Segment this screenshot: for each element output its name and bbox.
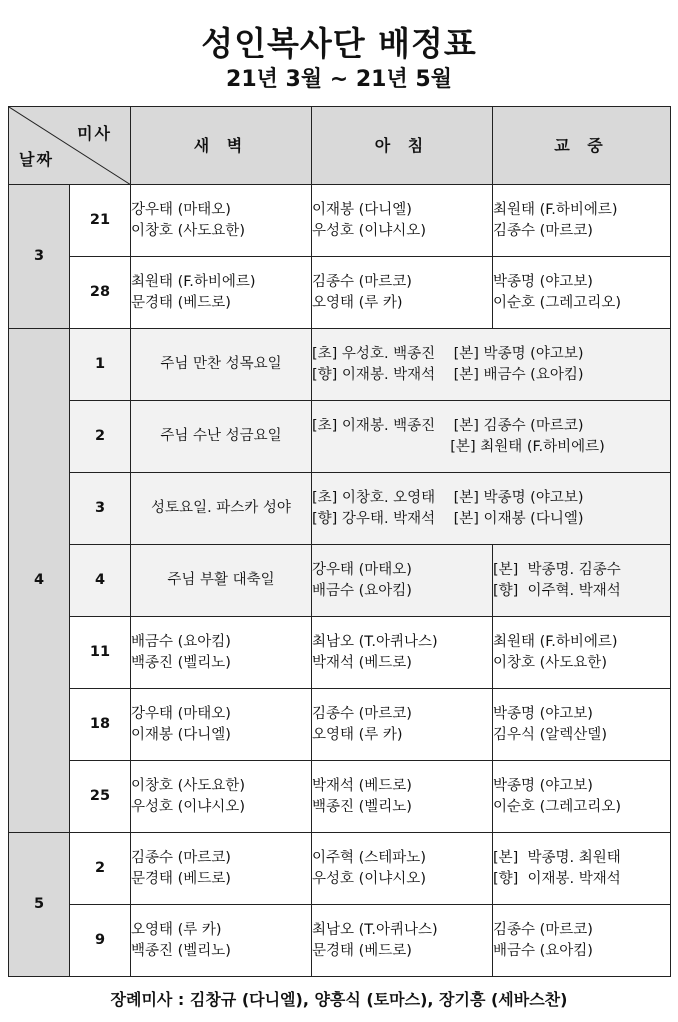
corner-header <box>9 107 131 185</box>
dawn-cell <box>131 833 312 905</box>
col-header-morning: 아 침 <box>312 107 493 185</box>
assignment-line: 백종진 (벨리노) <box>131 654 231 671</box>
feast-name-cell <box>131 473 312 545</box>
day-cell: 2 <box>70 833 131 905</box>
assignment-line: 주님 수난 성금요일 <box>160 428 282 444</box>
dawn-cell <box>131 185 312 257</box>
table-row <box>9 761 671 833</box>
main-mass-cell <box>493 545 671 617</box>
assignment-line: 이순호 (그레고리오) <box>493 294 621 311</box>
assignment-line: 오영태 (루 카) <box>312 726 403 743</box>
month-cell: 4 <box>9 329 70 833</box>
month-cell: 5 <box>9 833 70 977</box>
table-row <box>9 545 671 617</box>
assignment-line: 이창호 (사도요한) <box>131 222 245 239</box>
assignment-line: 우성호 (이냐시오) <box>312 222 426 239</box>
table-row <box>9 905 671 977</box>
morning-cell <box>312 185 493 257</box>
dawn-cell <box>131 689 312 761</box>
assignment-line: 백종진 (벨리노) <box>131 942 231 959</box>
main-mass-cell <box>493 905 671 977</box>
morning-cell <box>312 761 493 833</box>
table-row <box>9 401 671 473</box>
assignment-line: 이주혁 (스테파노) <box>312 849 426 866</box>
feast-name-cell <box>131 401 312 473</box>
day-cell: 25 <box>70 761 131 833</box>
assignment-line: 문경태 (베드로) <box>131 870 231 887</box>
assignment-line: 문경태 (베드로) <box>312 942 412 959</box>
assignment-line: 박종명 (야고보) <box>493 777 593 794</box>
assignment-line: 문경태 (베드로) <box>131 294 231 311</box>
date-label: 날짜 <box>19 150 54 169</box>
table-row <box>9 617 671 689</box>
main-mass-cell <box>493 833 671 905</box>
feast-name-cell <box>131 545 312 617</box>
main-mass-cell <box>493 185 671 257</box>
assignment-line: 최원태 (F.하비에르) <box>493 633 618 650</box>
table-row <box>9 689 671 761</box>
schedule-body <box>9 185 671 977</box>
assignment-line: [향] 이주혁. 박재석 <box>493 582 621 599</box>
day-cell: 28 <box>70 257 131 329</box>
header-row <box>9 107 671 185</box>
morning-cell <box>312 257 493 329</box>
assignment-line: 김종수 (마르코) <box>312 273 412 290</box>
day-cell: 2 <box>70 401 131 473</box>
day-cell: 18 <box>70 689 131 761</box>
morning-cell <box>312 689 493 761</box>
table-row <box>9 329 671 401</box>
dawn-cell <box>131 905 312 977</box>
table-row <box>9 257 671 329</box>
assignment-line: 주님 만찬 성목요일 <box>160 356 282 372</box>
assignment-line: [초] 이재봉. 백종진 [본] 김종수 (마르코) <box>312 417 584 434</box>
assignment-line: 이창호 (사도요한) <box>131 777 245 794</box>
assignment-line: [초] 우성호. 백종진 [본] 박종명 (야고보) <box>312 345 584 362</box>
main-mass-cell <box>493 689 671 761</box>
assignment-line: 배금수 (요아킴) <box>131 633 231 650</box>
assignment-line: [향] 이재봉. 박재석 [본] 배금수 (요아킴) <box>312 366 584 383</box>
assignment-line: [향] 강우태. 박재석 [본] 이재봉 (다니엘) <box>312 510 584 527</box>
assignment-line: 최원태 (F.하비에르) <box>131 273 256 290</box>
page-title: 성인복사단 배정표 <box>201 24 477 63</box>
main-mass-cell <box>493 761 671 833</box>
assignment-line: 박재석 (베드로) <box>312 654 412 671</box>
assignment-line: [본] 최원태 (F.하비에르) <box>312 438 605 455</box>
col-header-main: 교 중 <box>493 107 671 185</box>
day-cell: 21 <box>70 185 131 257</box>
day-cell: 9 <box>70 905 131 977</box>
day-cell: 4 <box>70 545 131 617</box>
schedule-table <box>8 106 671 977</box>
assignment-line: 이재봉 (다니엘) <box>312 201 412 218</box>
funeral-mass-note: 장례미사 : 김창규 (다니엘), 양흥식 (토마스), 장기흥 (세바스찬) <box>110 990 568 1009</box>
main-mass-cell <box>493 257 671 329</box>
assignment-line: 김종수 (마르코) <box>131 849 231 866</box>
assignment-line: [본] 박종명. 김종수 <box>493 561 621 578</box>
assignment-line: 김종수 (마르코) <box>312 705 412 722</box>
assignment-line: 오영태 (루 카) <box>131 921 222 938</box>
assignment-line: [초] 이창호. 오영태 [본] 박종명 (야고보) <box>312 489 584 506</box>
assignment-line: 이창호 (사도요한) <box>493 654 607 671</box>
assignment-line: 이재봉 (다니엘) <box>131 726 231 743</box>
col-header-dawn: 새 벽 <box>131 107 312 185</box>
combined-assignment-cell <box>312 329 671 401</box>
assignment-line: 최원태 (F.하비에르) <box>493 201 618 218</box>
combined-assignment-cell <box>312 401 671 473</box>
morning-cell <box>312 905 493 977</box>
assignment-line: 배금수 (요아킴) <box>493 942 593 959</box>
table-row <box>9 473 671 545</box>
table-row <box>9 833 671 905</box>
day-cell: 11 <box>70 617 131 689</box>
main-mass-cell <box>493 617 671 689</box>
day-cell: 1 <box>70 329 131 401</box>
feast-name-cell <box>131 329 312 401</box>
assignment-line: 백종진 (벨리노) <box>312 798 412 815</box>
day-cell: 3 <box>70 473 131 545</box>
assignment-line: 강우태 (마태오) <box>131 201 231 218</box>
assignment-line: 우성호 (이냐시오) <box>131 798 245 815</box>
assignment-line: 강우태 (마태오) <box>312 561 412 578</box>
assignment-line: 김우식 (알렉산델) <box>493 726 607 743</box>
combined-assignment-cell <box>312 473 671 545</box>
assignment-line: 배금수 (요아킴) <box>312 582 412 599</box>
assignment-line: 최남오 (T.아퀴나스) <box>312 633 438 650</box>
assignment-line: 주님 부활 대축일 <box>167 572 275 588</box>
corner-diagonal <box>9 107 131 185</box>
assignment-line: 강우태 (마태오) <box>131 705 231 722</box>
assignment-line: 성토요일. 파스카 성야 <box>151 500 291 516</box>
assignment-line: 우성호 (이냐시오) <box>312 870 426 887</box>
page-subtitle: 21년 3월 ~ 21년 5월 <box>226 67 452 92</box>
dawn-cell <box>131 617 312 689</box>
morning-cell <box>312 833 493 905</box>
table-row <box>9 185 671 257</box>
assignment-line: 최남오 (T.아퀴나스) <box>312 921 438 938</box>
morning-cell <box>312 545 493 617</box>
assignment-line: [향] 이재봉. 박재석 <box>493 870 621 887</box>
assignment-line: [본] 박종명. 최원태 <box>493 849 621 866</box>
assignment-line: 박종명 (야고보) <box>493 705 593 722</box>
assignment-line: 김종수 (마르코) <box>493 222 593 239</box>
assignment-line: 김종수 (마르코) <box>493 921 593 938</box>
dawn-cell <box>131 257 312 329</box>
mass-label: 미사 <box>77 124 112 143</box>
assignment-line: 이순호 (그레고리오) <box>493 798 621 815</box>
dawn-cell <box>131 761 312 833</box>
assignment-line: 박재석 (베드로) <box>312 777 412 794</box>
assignment-line: 박종명 (야고보) <box>493 273 593 290</box>
month-cell: 3 <box>9 185 70 329</box>
assignment-line: 오영태 (루 카) <box>312 294 403 311</box>
morning-cell <box>312 617 493 689</box>
